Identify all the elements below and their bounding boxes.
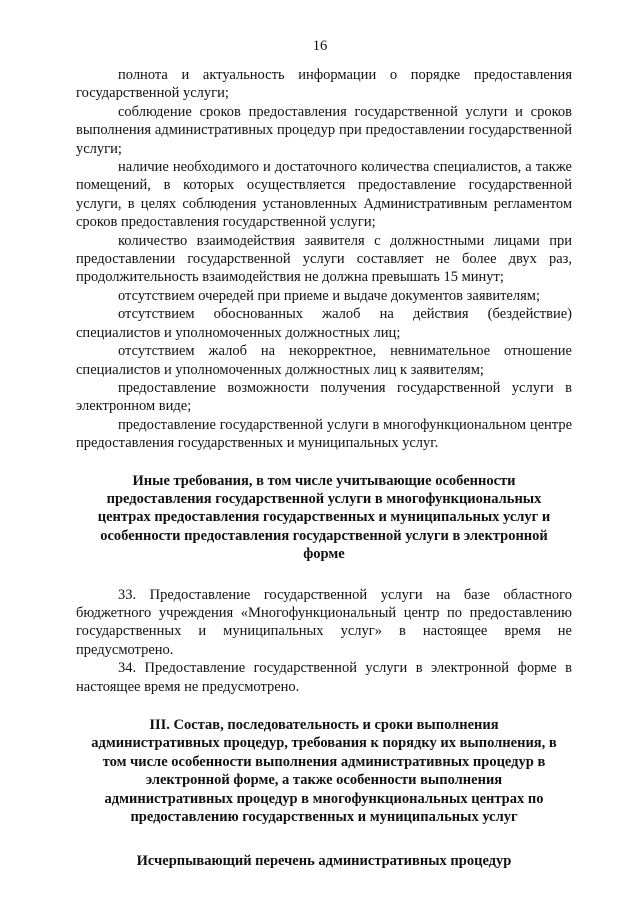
document-body: [76, 66, 572, 871]
heading-section-3: III. Состав, последовательность и сроки выполнения административных процедур, требования к порядку их выполнения, в том числе особенности выполнения административных процедур в электронной форме, а также особенности выполнения административных процедур в многофункциональных центрах по предоставлению государственных и муниципальных услуг: [91, 717, 557, 826]
paragraph-no-incorrect-treatment: отсутствием жалоб на некорректное, невнимательное отношение специалистов и уполномоченных должностных лиц к заявителям;: [76, 343, 572, 378]
paragraph-electronic-option: предоставление возможности получения государственной услуги в электронном виде;: [76, 379, 572, 415]
paragraph-no-queues: отсутствием очередей при приеме и выдаче документов заявителям;: [118, 287, 540, 304]
paragraph-no-complaints: отсутствием обоснованных жалоб на действия (бездействие) специалистов и уполномоченных должностных лиц;: [76, 306, 572, 341]
paragraph-33: 33. Предоставление государственной услуги на базе областного бюджетного учреждения «Многофункциональный центр по предоставлению государственных и муниципальных услуг» в настоящее время не предусмотрено.: [76, 586, 572, 658]
paragraph-deadlines: соблюдение сроков предоставления государственной услуги и сроков выполнения административных процедур при предоставлении государственной услуги;: [76, 103, 572, 157]
heading-exhaustive-list: Исчерпывающий перечень административных процедур: [136, 853, 512, 870]
paragraph-mfc-service: предоставление государственной услуги в многофункциональном центре предоставления государственных и муниципальных услуг.: [76, 416, 572, 452]
paragraph-34: 34. Предоставление государственной услуги в электронной форме в настоящее время не предусмотрено.: [76, 660, 572, 695]
paragraph-info-completeness: полнота и актуальность информации о порядке предоставления государственной услуги;: [76, 67, 572, 102]
paragraph-staff-premises: наличие необходимого и достаточного количества специалистов, а также помещений, в которых осуществляется предоставление государственной услуги, в целях соблюдения установленных Административным регламентом сроков предоставления государственной услуги;: [76, 159, 572, 231]
paragraph-interactions: количество взаимодействия заявителя с должностными лицами при предоставлении государственной услуги составляет не более двух раз, продолжительность взаимодействия не должна превышать 15 минут;: [76, 232, 572, 286]
page-number: 16: [312, 38, 328, 54]
heading-other-requirements: Иные требования, в том числе учитывающие особенности предоставления государственной услуги в многофункциональных центрах предоставления государственных и муниципальных услуг и особенности предоставления государственной услуги в электронной форме: [97, 472, 551, 563]
